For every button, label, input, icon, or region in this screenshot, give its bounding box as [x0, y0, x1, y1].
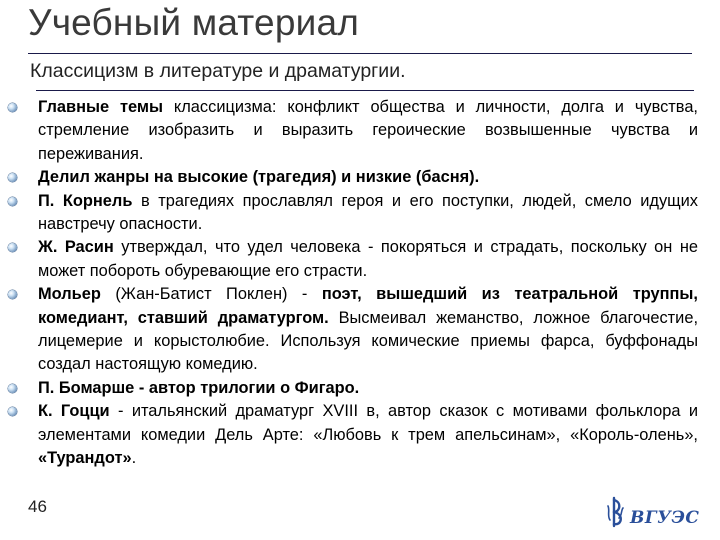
- bullet-item-corneille: [8, 190, 698, 237]
- bullet-icon: [8, 243, 17, 252]
- bullet-text: классицизма: конфликт общества и личности, долга и чувства, стремление изобразить и выразить героические возвышенные чувства и переживания.: [38, 98, 698, 163]
- subtitle-divider: [36, 90, 694, 91]
- bullet-bold-text: Мольер: [38, 285, 101, 304]
- title-divider: [28, 53, 692, 54]
- bullet-icon: [8, 407, 17, 416]
- bullet-bold-text: «Турандот»: [38, 449, 132, 468]
- bullet-item-beaumarchais: [8, 377, 698, 400]
- bullet-bold-text: П. Бомарше - автор трилогии о Фигаро.: [38, 378, 360, 397]
- bullet-bold-text: К. Гоцци: [38, 402, 110, 421]
- bullet-bold-text: Делил жанры на высокие (трагедия) и низкие (басня).: [38, 168, 480, 187]
- page-number: 46: [28, 497, 47, 516]
- bullet-icon: [8, 290, 17, 299]
- bullet-item-genres: [8, 166, 698, 189]
- bullet-text: - итальянский драматург XVIII в, автор сказок с мотивами фольклора и элементами комедии Дель Арте: «Любовь к трем апельсинам», «Король-олень»,: [38, 402, 698, 444]
- bullet-icon: [8, 197, 17, 206]
- bullet-item-themes: [8, 96, 698, 166]
- bullet-item-racine: [8, 236, 698, 283]
- bullet-icon: [8, 103, 17, 112]
- bullet-text: .: [131, 449, 137, 468]
- svg-text:ВГУЭС: ВГУЭС: [630, 508, 700, 528]
- bullet-bold-text: Главные темы: [38, 98, 164, 116]
- bullet-list: [8, 96, 698, 471]
- bullet-bold-text: поэт, вышедший из театральной труппы, комедиант, ставший драматургом.: [38, 285, 698, 327]
- bullet-text: утверждал, что удел человека - покоряться и страдать, поскольку он не может побороть обуревающие его страсти.: [38, 238, 698, 280]
- bullet-bold-text: Ж. Расин: [38, 238, 114, 257]
- bullet-icon: [8, 173, 17, 182]
- bullet-text: Высмеивал жеманство, ложное благочестие, лицемерие и корыстолюбие. Используя комические приемы фарса, буффонады создал настоящую комедию.: [38, 308, 698, 374]
- bullet-text: (Жан-Батист Поклен) -: [100, 285, 322, 304]
- bullet-icon: [8, 384, 17, 393]
- bullet-item-gozzi: [8, 400, 698, 470]
- bullet-text: в трагедиях прославлял героя и его поступки, людей, смело идущих навстречу опасности.: [38, 191, 698, 234]
- slide-subtitle: Классицизм в литературе и драматургии.: [30, 60, 406, 82]
- bullet-bold-text: П. Корнель: [38, 191, 133, 210]
- university-logo-icon: [604, 490, 700, 534]
- slide-title: Учебный материал: [28, 2, 360, 43]
- bullet-item-moliere: [8, 283, 698, 377]
